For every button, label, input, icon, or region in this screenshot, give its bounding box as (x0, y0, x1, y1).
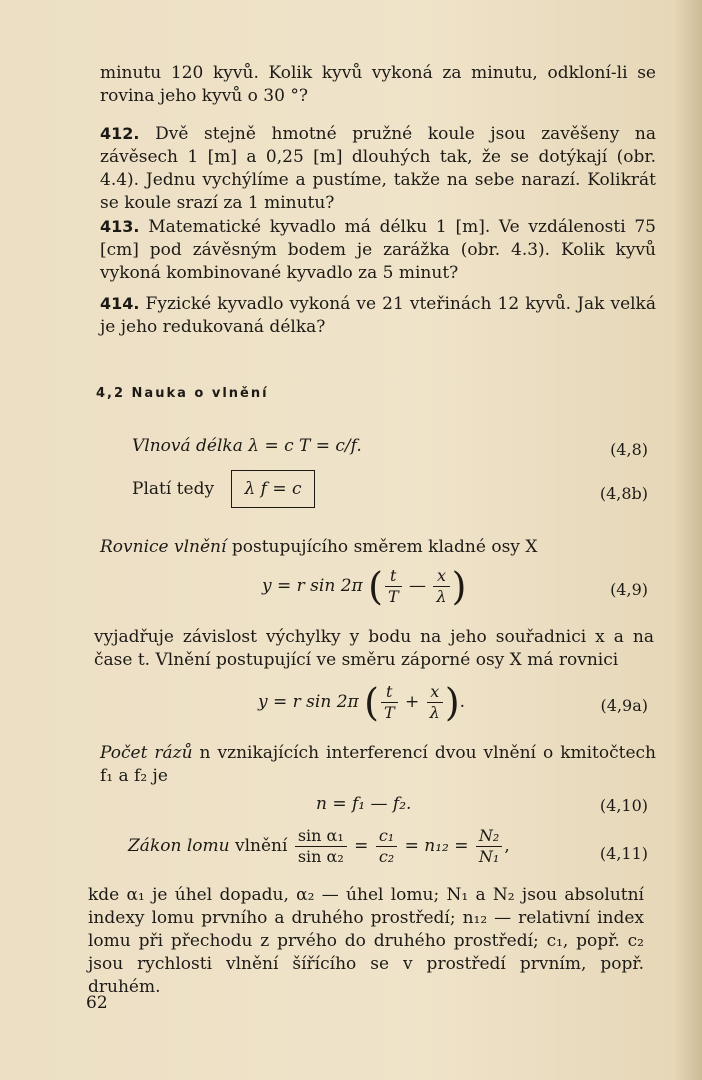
paragraph-refraction-explanation: kde α₁ je úhel dopadu, α₂ — úhel lomu; N₁ a N₂ jsou absolutní indexy lomu prvního a druhého prostředí; n₁₂ — relativní index lomu při přechodu z prvého do druhého prostředí; c₁, popř. c₂ jsou rychlosti vlnění šířícího se v prostředí prvním, popř. druhém. (88, 885, 644, 997)
paragraph-beats: Počet rázů n vznikajících interferencí dvou vlnění o kmitočtech f₁ a f₂ je (100, 743, 656, 786)
paragraph-continuation: minutu 120 kyvů. Kolik kyvů vykoná za minutu, odkloní-li se rovina jeho kyvů o 30 °? (100, 63, 656, 106)
book-page: minutu 120 kyvů. Kolik kyvů vykoná za minutu, odkloní-li se rovina jeho kyvů o 30 °? 412. Dvě stejně hmotné pružné koule jsou zavěšeny na závěsech 1 [m] a 0,25 [m] dlouhých tak, že se dotýkají (obr. 4.4). Jednu vychýlíme a pustíme, takže na sebe narazí. Kolikrát se koule srazí za 1 minutu? 413. Matematické kyvadlo má délku 1 [m]. Ve vzdálenosti 75 [cm] pod závěsným bodem je zarážka (obr. 4.3). Kolik kyvů vykoná kombinované kyvadlo za 5 minut? 414. Fyzické kyvadlo vykoná ve 21 vteřinách 12 kyvů. Jak velká je jeho redukovaná délka? 4,2 Nauka o vlnění Vlnová délka λ = c T = c/f. (4,8) Platí tedy λ f = c (4,8b) Rovnice vlnění postupujícího směrem kladné osy X y = r sin 2π ( $\frac{t}{T}$ — $\frac{x}{\lambda}$ ) (4,9) vyjadřuje závislost výchylky y bodu na jeho souřadnici x a na čase t. Vlnění postupující ve směru záporné osy X má rovnici y = r sin 2π ( $\frac{t}{T}$ + $\frac{x}{\lambda}$ ). (4,9a) Počet rázů n vznikajících interferencí dvou vlnění o kmitočtech f₁ a f₂ je n = f₁ — f₂. (4,10) Zákon lomu vlnění $\frac{\text{sin α₁}}{\text{sin α₂}}$ = $\frac{\text{c₁}}{\text{c₂}}$ = n₁₂ = $\frac{\text{N₂}}{\text{N₁}}$ , (4,11) kde α₁ je úhel dopadu, α₂ — úhel lomu; N₁ a N₂ jsou absolutní indexy lomu prvního a druhého prostředí; n₁₂ — relativní index lomu při přechodu z prvého do druhého prostředí; c₁, popř. c₂ jsou rychlosti vlnění šířícího se v prostředí prvním, popř. druhém. 62 (0, 0, 702, 1080)
equation-formula: n = f₁ — f₂. (316, 794, 412, 814)
equation-lhs: y = r sin 2π (262, 576, 363, 596)
paragraph-wave-explanation: vyjadřuje závislost výchylky y bodu na jeho souřadnici x a na čase t. Vlnění postupující ve směru záporné osy X má rovnici (94, 627, 654, 670)
equation-lhs: y = r sin 2π (258, 692, 359, 712)
page-number: 62 (86, 993, 108, 1013)
wave-equation-intro: Rovnice vlnění postupujícího směrem kladné osy X (100, 537, 538, 557)
equation-formula: λ = c T = c/f. (248, 436, 362, 456)
problem-number: 414. (100, 294, 140, 313)
problem-412 (100, 122, 656, 215)
equation-number: (4,8) (610, 440, 648, 459)
problem-text: Dvě stejně hmotné pružné koule jsou zavěšeny na závěsech 1 [m] a 0,25 [m] dlouhých tak, že se dotýkají (obr. 4.4). Jednu vychýlíme a pustíme, takže na sebe narazí. Kolikrát se koule srazí za 1 minutu? (100, 124, 656, 213)
problem-text: Fyzické kyvadlo vykoná ve 21 vteřinách 12 kyvů. Jak velká je jeho redukovaná délka? (100, 294, 656, 337)
section-heading: 4,2 Nauka o vlnění (96, 386, 269, 401)
equation-number: (4,8b) (599, 484, 648, 503)
equation-number: (4,11) (599, 844, 648, 863)
equation-number: (4,10) (599, 796, 648, 815)
boxed-formula: λ f = c (231, 470, 314, 508)
problem-414 (100, 292, 656, 339)
equation-prefix: Platí tedy (132, 479, 215, 499)
problem-number: 413. (100, 217, 140, 236)
problem-text: Matematické kyvadlo má délku 1 [m]. Ve vzdálenosti 75 [cm] pod závěsným bodem je zarážka (obr. 4.3). Kolik kyvů vykoná kombinované kyvadlo za 5 minut? (100, 217, 656, 283)
equation-number: (4,9a) (600, 696, 648, 715)
equation-number: (4,9) (610, 580, 648, 599)
problem-number: 412. (100, 124, 140, 143)
problem-413 (100, 215, 656, 285)
equation-label: Vlnová délka (132, 436, 243, 456)
